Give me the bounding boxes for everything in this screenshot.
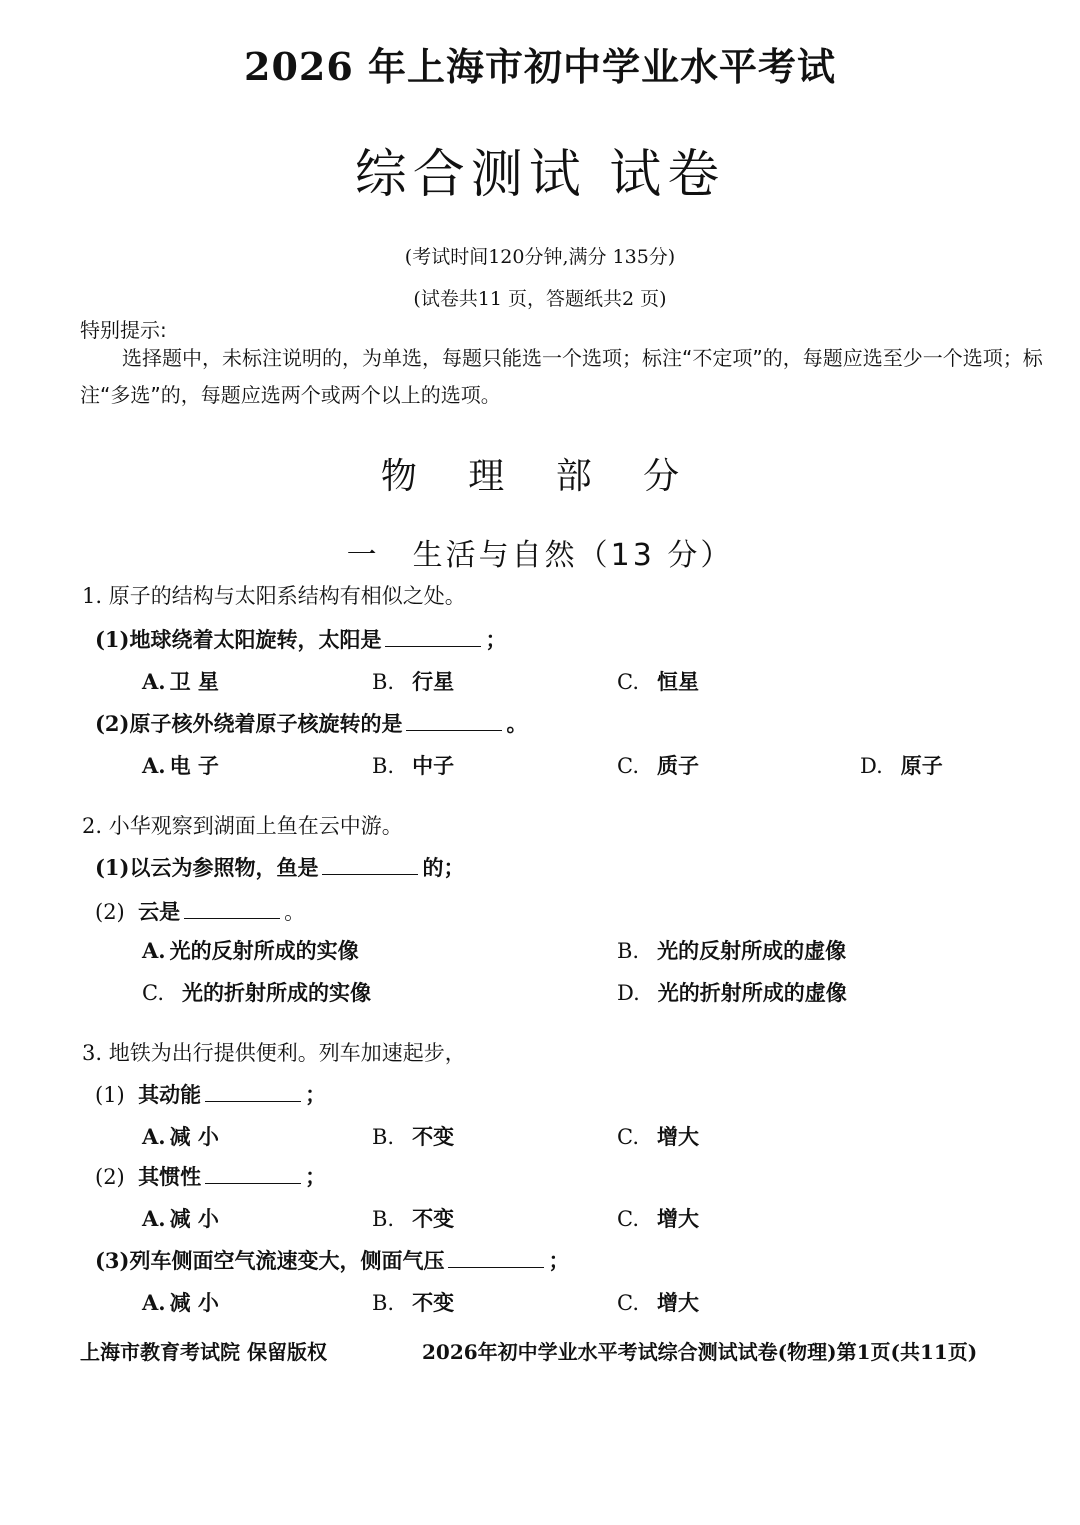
page-count-note: (试卷共11 页，答题纸共2 页) <box>413 288 667 310</box>
footer-page-info: 2026年初中学业水平考试综合测试试卷(物理)第1页(共11页) <box>422 1340 978 1364</box>
answer-blank <box>385 628 481 647</box>
paper-title: 综合测试 试卷 <box>354 145 726 205</box>
footer-copyright: 上海市教育考试院 保留版权 <box>80 1340 327 1364</box>
answer-blank <box>205 1083 301 1102</box>
question-2-sub-2-suffix: 。 <box>284 900 306 924</box>
option-2-b: B. 光的反射所成的虚像 <box>617 938 847 963</box>
question-3-sub-1 <box>95 1079 326 1109</box>
option-2-d: D. 光的折射所成的虚像 <box>617 980 847 1005</box>
option-2-a: A. 光的反射所成的实像 <box>142 938 359 963</box>
option-1-1-b: B. 行星 <box>372 669 455 694</box>
option-1-1-a: A. 卫 星 <box>142 669 219 694</box>
option-1-2-c: C. 质子 <box>617 753 699 778</box>
answer-blank <box>322 856 418 875</box>
question-3-sub-3-text: (3)列车侧面空气流速变大，侧面气压 <box>95 1248 445 1273</box>
option-1-2-d: D. 原子 <box>860 753 943 778</box>
question-2-stem: 2. 小华观察到湖面上鱼在云中游。 <box>82 814 403 838</box>
question-3-sub-2 <box>95 1161 326 1191</box>
question-3-sub-3-suffix: ； <box>548 1248 570 1273</box>
answer-blank <box>184 900 280 919</box>
option-3-1-b: B. 不变 <box>372 1124 455 1149</box>
question-1-stem: 1. 原子的结构与太阳系结构有相似之处。 <box>82 584 466 608</box>
notice-body: 选择题中，未标注说明的，为单选，每题只能选一个选项；标注“不定项”的，每题应选至少一个选项；标注“多选”的，每题应选两个或两个以上的选项。 <box>80 346 1043 407</box>
question-2-sub-2 <box>95 896 305 926</box>
question-1-sub-2-text: (2)原子核外绕着原子核旋转的是 <box>95 711 403 736</box>
option-3-2-b: B. 不变 <box>372 1206 455 1231</box>
option-3-1-c: C. 增大 <box>617 1124 699 1149</box>
question-3-sub-1-num: (1) <box>95 1083 125 1107</box>
option-3-3-a: A. 减 小 <box>142 1290 219 1315</box>
exam-title: 2026 年上海市初中学业水平考试 <box>244 44 836 89</box>
question-3-sub-2-text: 其惯性 <box>138 1164 202 1189</box>
option-3-2-c: C. 增大 <box>617 1206 699 1231</box>
question-2-sub-2-text: 云是 <box>138 899 181 924</box>
option-3-2-a: A. 减 小 <box>142 1206 219 1231</box>
question-1-sub-2-suffix: 。 <box>506 711 528 736</box>
option-2-c: C. 光的折射所成的实像 <box>142 980 371 1005</box>
section-title: 物 理 部 分 <box>380 456 700 497</box>
notice-label: 特别提示: <box>80 318 167 342</box>
question-2-sub-1-suffix: 的； <box>422 855 465 880</box>
exam-time-note: (考试时间120分钟,满分 135分) <box>404 246 676 268</box>
question-1-sub-1 <box>95 624 506 654</box>
question-2-sub-2-num: (2) <box>95 900 125 924</box>
question-3-stem: 3. 地铁为出行提供便利。列车加速起步， <box>82 1041 466 1065</box>
question-2-sub-1 <box>95 852 464 882</box>
option-3-1-a: A. 减 小 <box>142 1124 219 1149</box>
question-1-sub-2 <box>95 708 527 738</box>
question-3-sub-1-text: 其动能 <box>138 1082 202 1107</box>
option-1-2-a: A. 电 子 <box>142 753 219 778</box>
answer-blank <box>205 1165 301 1184</box>
question-3-sub-1-suffix: ； <box>305 1082 327 1107</box>
question-3-sub-2-suffix: ； <box>305 1164 327 1189</box>
option-1-2-b: B. 中子 <box>372 753 455 778</box>
question-3-sub-3 <box>95 1245 569 1275</box>
question-1-sub-1-suffix: ； <box>485 627 507 652</box>
answer-blank <box>406 712 502 731</box>
option-1-1-c: C. 恒星 <box>617 669 699 694</box>
option-3-3-c: C. 增大 <box>617 1290 699 1315</box>
question-1-sub-1-text: (1)地球绕着太阳旋转，太阳是 <box>95 627 382 652</box>
part-title: 一 生活与自然（13 分） <box>346 538 734 573</box>
answer-blank <box>448 1249 544 1268</box>
question-2-sub-1-text: (1)以云为参照物，鱼是 <box>95 855 319 880</box>
option-3-3-b: B. 不变 <box>372 1290 455 1315</box>
question-3-sub-2-num: (2) <box>95 1165 125 1189</box>
